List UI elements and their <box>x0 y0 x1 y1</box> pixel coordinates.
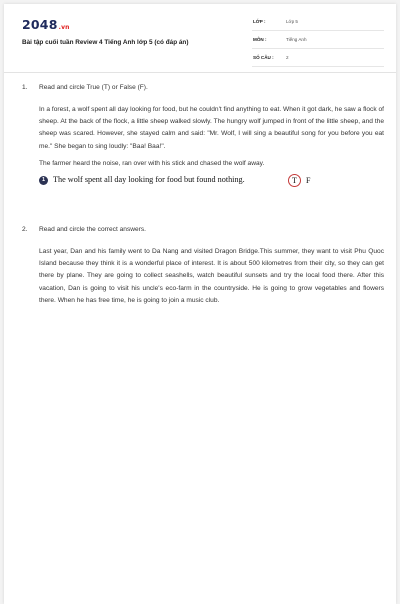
question-2 <box>22 226 384 307</box>
meta-key: LỚP : <box>253 19 266 24</box>
item-number-badge: 1 <box>39 176 48 185</box>
document-meta <box>252 16 384 70</box>
question-header <box>22 84 384 96</box>
site-logo[interactable] <box>22 17 70 32</box>
item-statement: The wolf spent all day looking for food but found nothing. <box>53 175 245 185</box>
question-number: 1. <box>22 84 28 91</box>
passage-paragraph: Last year, Dan and his family went to Da Nang and visited Dragon Bridge.This summer, they want to visit Phu Quoc Island because they think it is a wonderful place of interest. It is about 500 kilometres from their city, so they can get there by plane. They are going to collect seashells, watch beautiful sunsets and try the local food there. After this vacation, Dan is going to visit his uncle's eco-farm in the countryside. He is going to grow vegetables and flowers there. When he has free time, he is going to join a music club. <box>39 248 384 304</box>
option-false[interactable]: F <box>306 176 311 186</box>
meta-row-subject <box>252 34 384 49</box>
passage-paragraph: The farmer heard the noise, ran over with his stick and chased the wolf away. <box>39 159 265 167</box>
question-header <box>22 226 384 238</box>
logo-text: 2048 <box>22 17 58 32</box>
meta-key: SỐ CÂU : <box>253 55 274 60</box>
logo-tld: .vn <box>58 24 70 31</box>
question-number: 2. <box>22 226 28 233</box>
true-false-item <box>39 175 384 189</box>
true-false-options <box>288 174 310 187</box>
meta-row-question-count <box>252 52 384 67</box>
passage-paragraph: In a forest, a wolf spent all day looking for food, but he couldn't find anything to eat. When it got dark, he saw a flock of sheep. At the back of the flock, a little sheep walked slowly. The hungry wolf jumped in front of the little sheep, and the sheep was scared. However, she stayed calm and said: "Mr. Wolf, I will sing a beautiful song for you before you eat me." She began to sing loudly: "Baa! Baa!". <box>39 106 384 150</box>
reading-passage <box>39 246 384 307</box>
reading-passage <box>39 104 384 170</box>
meta-row-class <box>252 16 384 31</box>
document-title: Bài tập cuối tuần Review 4 Tiếng Anh lớp 5 (có đáp án) <box>22 39 189 46</box>
question-instruction: Read and circle True (T) or False (F). <box>39 84 148 91</box>
meta-value: Tiếng Anh <box>286 37 307 42</box>
meta-value: 2 <box>286 55 289 60</box>
worksheet-page <box>4 4 396 604</box>
meta-key: MÔN : <box>253 37 267 42</box>
option-true-circled[interactable]: T <box>288 174 301 187</box>
meta-value: Lớp 5 <box>286 19 298 24</box>
question-instruction: Read and circle the correct answers. <box>39 226 147 233</box>
page-header <box>4 4 396 73</box>
question-1 <box>22 84 384 189</box>
